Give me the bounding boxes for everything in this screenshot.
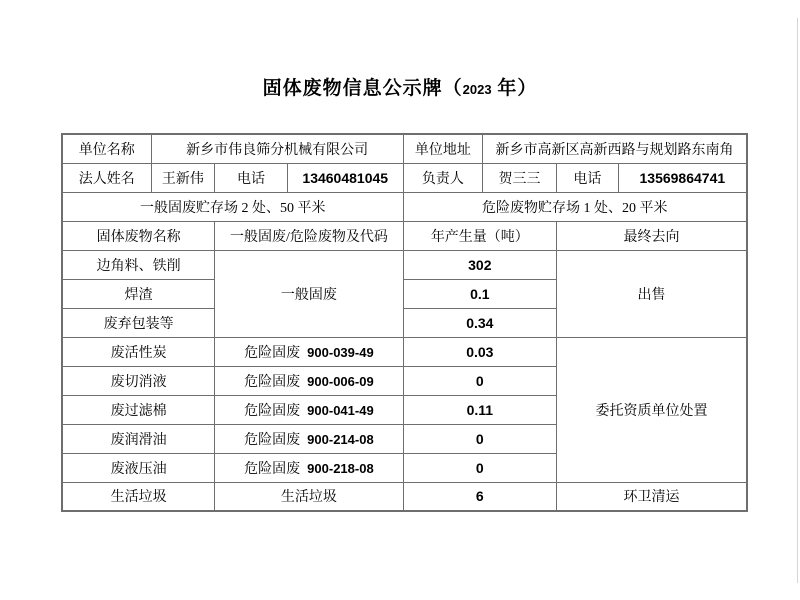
waste-category-cell: 一般固废	[215, 250, 403, 337]
hazardous-storage-cell: 危险废物贮存场 1 处、20 平米	[403, 192, 747, 221]
waste-name-cell: 废切消液	[62, 366, 215, 395]
waste-info-table	[61, 133, 748, 512]
waste-destination-cell: 委托资质单位处置	[557, 337, 747, 482]
waste-category-cell	[215, 424, 403, 453]
waste-amount-cell: 0	[403, 453, 556, 482]
table-row-unit	[62, 134, 747, 163]
title-suffix: 年）	[491, 78, 538, 99]
waste-name-cell: 废活性炭	[62, 337, 215, 366]
waste-amount-cell: 0.03	[403, 337, 556, 366]
phone2-value-cell: 13569864741	[618, 163, 747, 192]
waste-code: 900-006-09	[307, 373, 374, 389]
waste-amount-cell: 0.34	[403, 308, 556, 337]
legal-person-value-cell: 王新伟	[151, 163, 215, 192]
waste-amount-cell: 0.1	[403, 279, 556, 308]
responsible-label-cell: 负责人	[403, 163, 482, 192]
unit-address-label-cell: 单位地址	[403, 134, 482, 163]
viewport-edge-line	[797, 18, 798, 583]
table-row-storage	[62, 192, 747, 221]
unit-name-label-cell: 单位名称	[62, 134, 151, 163]
page-title	[0, 73, 800, 100]
waste-amount-cell: 0.11	[403, 395, 556, 424]
waste-category-text: 危险固废	[244, 461, 301, 477]
general-storage-cell: 一般固废贮存场 2 处、50 平米	[62, 192, 403, 221]
table-row-headers	[62, 221, 747, 250]
waste-name-cell: 废弃包装等	[62, 308, 215, 337]
table-row-waste	[62, 250, 747, 279]
waste-category-text: 危险固废	[244, 432, 301, 448]
waste-category-text: 危险固废	[244, 345, 301, 361]
title-year: 2023	[462, 82, 492, 97]
phone2-label-cell: 电话	[557, 163, 619, 192]
waste-category-cell	[215, 366, 403, 395]
waste-code: 900-214-08	[307, 431, 374, 447]
waste-amount-cell: 302	[403, 250, 556, 279]
waste-amount-cell: 0	[403, 424, 556, 453]
table-row-waste	[62, 482, 747, 511]
title-text: 固体废物信息公示牌（	[262, 78, 463, 99]
header-destination: 最终去向	[557, 221, 747, 250]
waste-name-cell: 废润滑油	[62, 424, 215, 453]
waste-name-cell: 废液压油	[62, 453, 215, 482]
waste-name-cell: 焊渣	[62, 279, 215, 308]
waste-code: 900-039-49	[307, 344, 374, 360]
legal-person-label-cell: 法人姓名	[62, 163, 151, 192]
waste-amount-cell: 0	[403, 366, 556, 395]
waste-destination-cell: 环卫清运	[557, 482, 747, 511]
waste-name-cell: 生活垃圾	[62, 482, 215, 511]
header-category-code: 一般固废/危险废物及代码	[215, 221, 403, 250]
waste-name-cell: 废过滤棉	[62, 395, 215, 424]
waste-amount-cell: 6	[403, 482, 556, 511]
table-row-waste	[62, 337, 747, 366]
phone1-value-cell: 13460481045	[287, 163, 403, 192]
header-waste-name: 固体废物名称	[62, 221, 215, 250]
phone1-label-cell: 电话	[215, 163, 288, 192]
waste-category-cell	[215, 395, 403, 424]
responsible-value-cell: 贺三三	[483, 163, 557, 192]
unit-address-value-cell: 新乡市高新区高新西路与规划路东南角	[483, 134, 747, 163]
waste-name-cell: 边角料、铁削	[62, 250, 215, 279]
waste-category-cell: 生活垃圾	[215, 482, 403, 511]
waste-category-cell	[215, 337, 403, 366]
waste-category-cell	[215, 453, 403, 482]
waste-category-text: 危险固废	[244, 374, 301, 390]
header-annual-output: 年产生量（吨）	[403, 221, 556, 250]
waste-category-text: 危险固废	[244, 403, 301, 419]
waste-code: 900-041-49	[307, 402, 374, 418]
table-row-contacts	[62, 163, 747, 192]
waste-code: 900-218-08	[307, 460, 374, 476]
unit-name-value-cell: 新乡市伟良筛分机械有限公司	[151, 134, 403, 163]
waste-destination-cell: 出售	[557, 250, 747, 337]
